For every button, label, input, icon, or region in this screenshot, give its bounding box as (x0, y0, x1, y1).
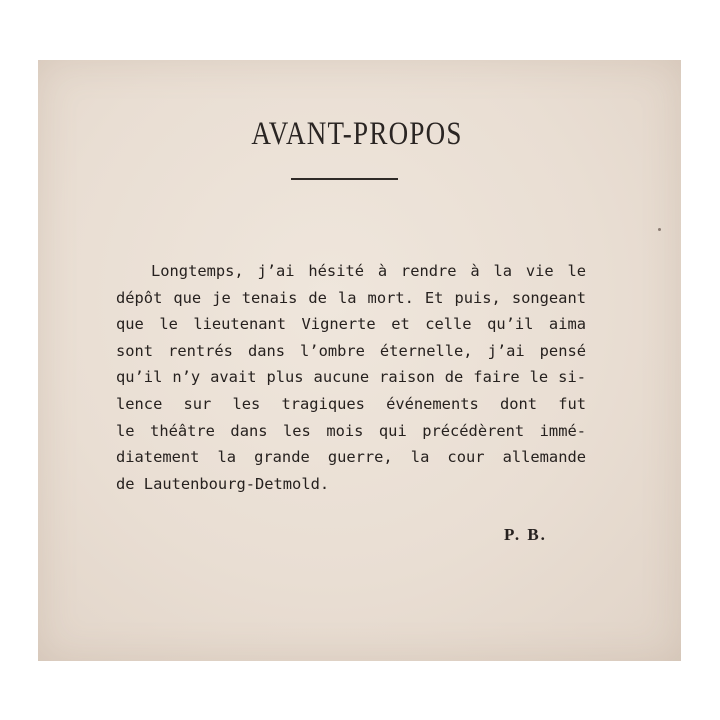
title-rule-divider (291, 178, 398, 180)
paper-speck (658, 228, 661, 231)
paragraph-line-6: lence sur les tragiques événements dont fut (116, 394, 586, 413)
paragraph-line-1: Longtemps, j’ai hésité à rendre à la vie le (151, 262, 586, 280)
book-page (38, 60, 681, 661)
paragraph-line-5: qu’il n’y avait plus aucune raison de faire le si- (116, 368, 586, 387)
paragraph-line-4: sont rentrés dans l’ombre éternelle, j’ai pensé (116, 341, 586, 360)
foreword-paragraph (116, 258, 586, 497)
paragraph-line-2: dépôt que je tenais de la mort. Et puis, songeant (116, 288, 586, 307)
page-title: AVANT-PROPOS (251, 116, 463, 152)
paragraph-line-8: diatement la grande guerre, la cour allemande (116, 448, 586, 467)
author-initials: P. B. (504, 525, 547, 544)
paragraph-line-3: que le lieutenant Vignerte et celle qu’il aima (116, 315, 586, 334)
paragraph-line-9: de Lautenbourg-Detmold. (116, 474, 330, 493)
paragraph-line-7: le théâtre dans les mois qui précédèrent immé- (116, 421, 586, 440)
